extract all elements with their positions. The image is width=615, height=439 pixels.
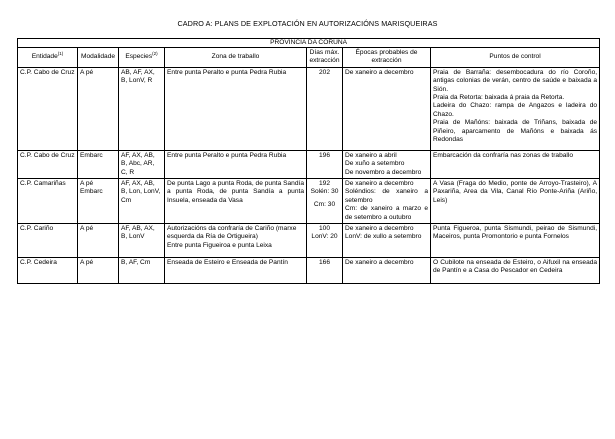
cell-puntos: Punta Figueroa, punta Sismundi, peirao de Sismundi, Maceiros, punta Promontorio e punta Fornelos [431,224,600,258]
cell-entidade: C.P. Cabo de Cruz [18,67,78,150]
cell-epocas: De xaneiro a decembro [343,67,431,150]
table-row [18,150,600,178]
footnote-marker: (2) [152,51,158,57]
cell-zona: Entre punta Peralto e punta Pedra Rubia [165,150,307,178]
cell-epocas: De xaneiro a decembro LonV: de xullo a setembro [343,224,431,258]
province-row [18,39,600,48]
cell-especies: AF, AX, AB, B, Lon, LonV, Cm [119,179,165,224]
cell-especies: AF, AX, AB, B, Abc, AR, C, R [119,150,165,178]
column-header-row [18,48,600,68]
header-entidade: Entidade$^{(1)}$ [18,48,78,68]
cell-entidade: C.P. Cedeira [18,258,78,284]
cell-zona: Autorizacións da confraría de Cariño (marxe esquerda da Ría de Ortigueira) Entre punta Figueiroa e punta Leixa [165,224,307,258]
cell-epocas: De xaneiro a abril De xuño a setembro De novembro a decembro [343,150,431,178]
cell-epocas: De xaneiro a decembro [343,258,431,284]
cell-entidade: C.P. Camariñas [18,179,78,224]
table-row [18,179,600,224]
table-row [18,224,600,258]
cell-puntos: Praia de Barraña: desembocadura do río Coroño, antigas colonias de verán, centro de saúde e baixada a Sión. Praia da Retorta: baixada á praia da Retorta. Ladeira do Chazo: rampa de Angazos e ladeira do Chazo. Praia de Mañóns: baixada de Triñans, baixada de Piñeiro, aparcamento de Mañóns e baixada ás Redondas [431,67,600,150]
cell-dias: 202 [307,67,343,150]
header-especies: Especies$^{(2)}$ [119,48,165,68]
cell-modalidade: A pé [78,258,119,284]
header-zona: Zona de traballo [165,48,307,68]
table-row [18,67,600,150]
header-epocas: Épocas probables de extracción [343,48,431,68]
cell-entidade: C.P. Cabo de Cruz [18,150,78,178]
cell-puntos: A Vasa (Fraga do Medio, ponte de Arroyo-Trasteiro), A Paxariña, Area da Vila, Canal Río Ponte-Ariña (Ariño, Leis) [431,179,600,224]
cell-epocas: De xaneiro a decembro Soléndios: de xaneiro a setembro Cm: de xaneiro a marzo e de setembro a outubro [343,179,431,224]
cell-dias: 192 Solén: 30 Cm: 30 [307,179,343,224]
table-caption: CADRO A: PLANS DE EXPLOTACIÓN EN AUTORIZACIÓNS MARISQUEIRAS [177,19,438,28]
cell-modalidade: A pé [78,224,119,258]
header-puntos: Puntos de control [431,48,600,68]
cell-puntos: O Cubilote na enseada de Esteiro, o Aifuxil na enseada de Pantín e a Casa do Pescador en Cedeira [431,258,600,284]
header-dias: Días máx. extracción [307,48,343,68]
header-modalidade: Modalidade [78,48,119,68]
exploitation-plans-table [17,38,600,284]
cell-especies: B, AF, Cm [119,258,165,284]
cell-dias: 100 LonV: 20 [307,224,343,258]
cell-modalidade: Embarc [78,150,119,178]
cell-especies: AB, AF, AX, B, LonV, R [119,67,165,150]
cell-dias: 166 [307,258,343,284]
province-header: PROVINCIA DA CORUÑA [18,39,600,48]
cell-modalidade: A pé Embarc [78,179,119,224]
footnote-marker: (1) [57,51,64,57]
cell-zona: De punta Lago a punta Roda, de punta Sandía a punta Roda, de punta Sandía a punta Insuela, enseada da Vasa [165,179,307,224]
cell-puntos: Embarcación da confraría nas zonas de traballo [431,150,600,178]
cell-especies: AF, AB, AX, B, LonV [119,224,165,258]
cell-modalidade: A pé [78,67,119,150]
cell-zona: Entre punta Peralto e punta Pedra Rubia [165,67,307,150]
cell-entidade: C.P. Cariño [18,224,78,258]
cell-dias: 196 [307,150,343,178]
table-row [18,258,600,284]
cell-zona: Enseada de Esteiro e Enseada de Pantín [165,258,307,284]
